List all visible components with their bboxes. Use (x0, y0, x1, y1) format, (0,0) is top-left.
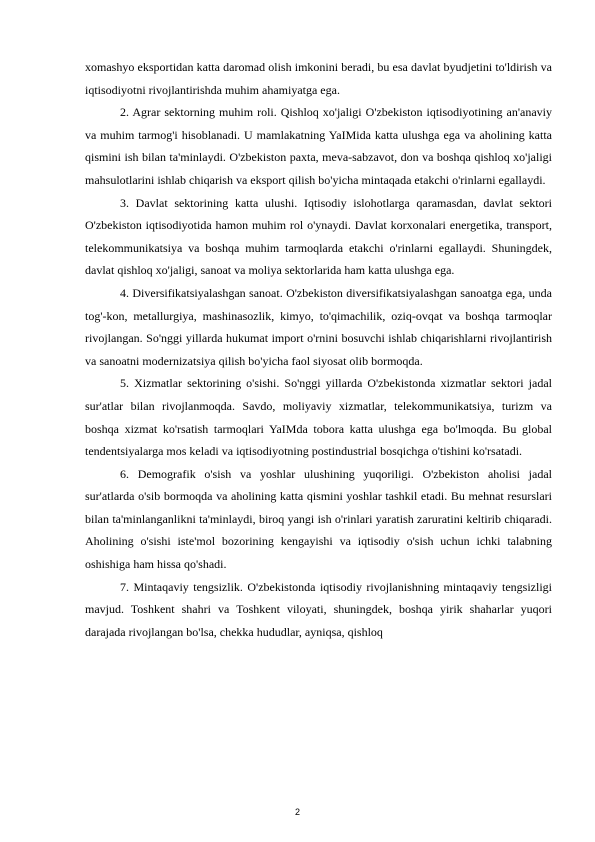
paragraph-mintaqaviy-tengsizlik: 7. Mintaqaviy tengsizlik. O'zbekistonda iqtisodiy rivojlanishning mintaqaviy tengsizligi mavjud. Toshkent shahri va Toshkent viloyati, shuningdek, boshqa yirik shaharlar yuqori darajada rivojlangan bo'lsa, chekka hududlar, ayniqsa, qishloq (85, 579, 552, 639)
paragraph-xizmatlar-sektori: 5. Xizmatlar sektorining o'sishi. So'nggi yillarda O'zbekistonda xizmatlar sektori jadal sur'atlar bilan rivojlanmoqda. Savdo, moliyaviy xizmatlar, telekommunikatsiya, turizm va boshqa xizmat ko'rsatish tarmoqlari YaIMda tobora katta ulushga ega bo'lmoqda. Bu global tendentsiyalarga mos keladi va iqtisodiyotning postindustrial bosqichga o'tishini ko'rsatadi. (85, 376, 552, 459)
paragraph-davlat-sektori: 3. Davlat sektorining katta ulushi. Iqtisodiy islohotlarga qaramasdan, davlat sektori O'zbekiston iqtisodiyotida hamon muhim rol o'ynaydi. Davlat korxonalari energetika, transport, telekommunikatsiya va boshqa muhim tarmoqlarda etakchi o'rinlarni egallaydi. Shuningdek, davlat qishloq xo'jaligi, sanoat va moliya sektorlarida ham katta ulushga ega. (85, 195, 552, 278)
body-text (85, 56, 552, 643)
paragraph-sanoat: 4. Diversifikatsiyalashgan sanoat. O'zbekiston diversifikatsiyalashgan sanoatga ega, unda tog'-kon, metallurgiya, mashinasozlik, kimyo, to'qimachilik, oziq-ovqat va boshqa tarmoqlar rivojlangan. So'nggi yillarda hukumat import o'rnini bosuvchi ishlab chiqarishlarni rivojlantirish va sanoatni modernizatsiya qilish bo'yicha faol siyosat olib bormoqda. (85, 285, 552, 368)
paragraph-agrar-sektor: 2. Agrar sektorning muhim roli. Qishloq xo'jaligi O'zbekiston iqtisodiyotining an'anaviy va muhim tarmog'i hisoblanadi. U mamlakatning YaIMida katta ulushga ega va aholining katta qismini ish bilan ta'minlaydi. O'zbekiston paxta, meva-sabzavot, don va boshqa qishloq xo'jaligi mahsulotlarini ishlab chiqarish va eksport qilish bo'yicha mintaqada etakchi o'rinlarni egallaydi. (85, 105, 552, 187)
paragraph-demografik-osish: 6. Demografik o'sish va yoshlar ulushining yuqoriligi. O'zbekiston aholisi jadal sur'atlarda o'sib bormoqda va aholining katta qismini yoshlar tashkil etadi. Bu mehnat resurslari bilan ta'minlanganlikni ta'minlaydi, biroq yangi ish o'rinlari yaratish zaruratini keltirib chiqaradi. Aholining o'sishi iste'mol bozorining kengayishi va iqtisodiy o'sish uchun ichki talabning oshishiga ham hissa qo'shadi. (85, 466, 552, 572)
page-number: 2 (294, 807, 300, 817)
paragraph-continuation: xomashyo eksportidan katta daromad olish imkonini beradi, bu esa davlat byudjetini to'ldirish va iqtisodiyotni rivojlantirishda muhim ahamiyatga ega. (85, 60, 552, 97)
